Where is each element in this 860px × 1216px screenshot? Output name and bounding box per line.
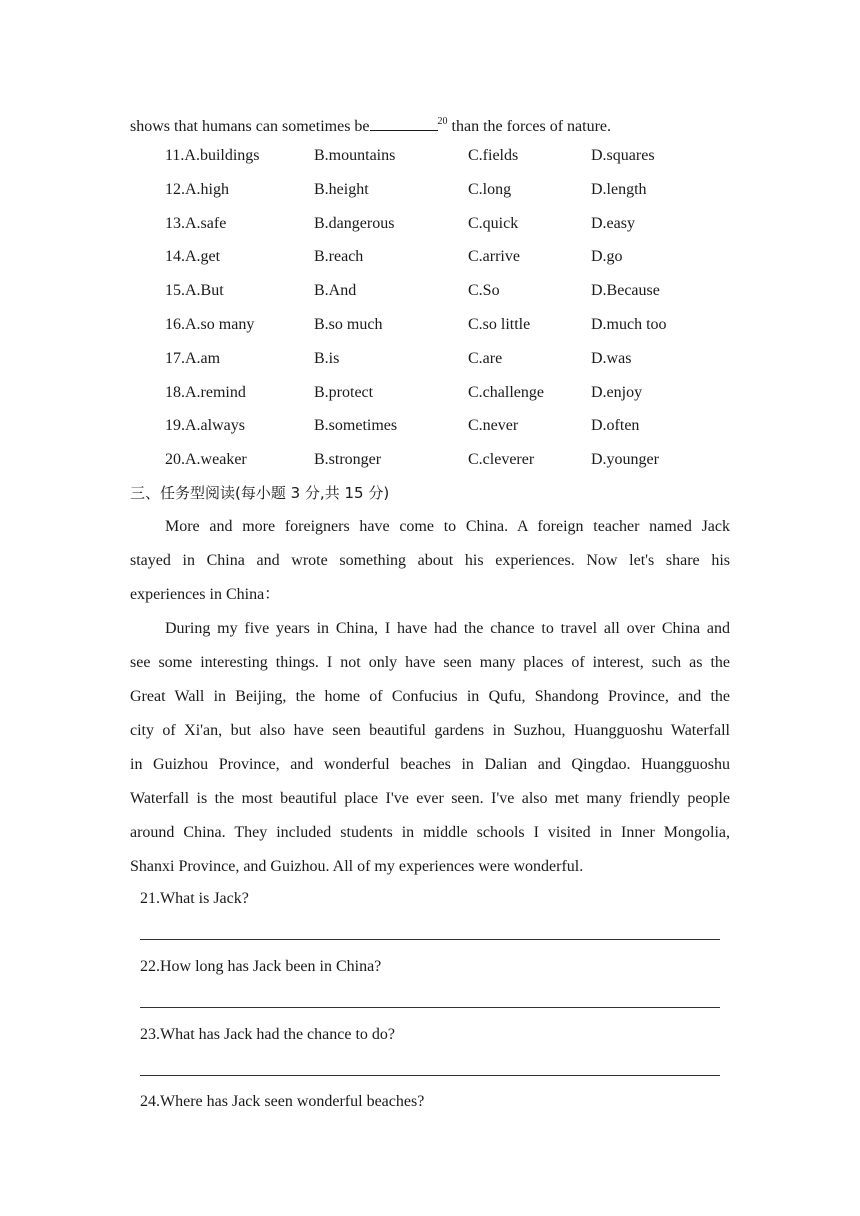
- passage-line: city of Xi'an, but also have seen beautiful gardens in Suzhou, Huangguoshu Waterfall: [130, 722, 730, 739]
- option-12-c: C.long: [468, 180, 512, 198]
- intro-text-before: shows that humans can sometimes be: [130, 118, 370, 135]
- option-20-c: C.cleverer: [468, 451, 535, 469]
- option-17-b: B.is: [314, 349, 340, 367]
- option-12-b: B.height: [314, 180, 369, 198]
- option-17-c: C.are: [468, 349, 503, 367]
- option-15-d: D.Because: [591, 282, 660, 300]
- option-14-c: C.arrive: [468, 248, 520, 266]
- option-14-b: B.reach: [314, 248, 364, 266]
- option-11-d: D.squares: [591, 147, 655, 164]
- answer-line-22[interactable]: [140, 1007, 720, 1008]
- passage-line: experiences in China：: [130, 586, 281, 603]
- option-19-d: D.often: [591, 417, 640, 435]
- option-13-c: C.quick: [468, 214, 519, 232]
- passage-line: stayed in China and wrote something about his experiences. Now let's share his: [130, 552, 730, 569]
- passage-line: around China. They included students in middle schools I visited in Inner Mongolia,: [130, 824, 730, 841]
- option-11-b: B.mountains: [314, 147, 396, 164]
- answer-line-23[interactable]: [140, 1075, 720, 1076]
- passage-intro: [130, 510, 730, 612]
- question-21: 21.What is Jack?: [140, 890, 249, 907]
- question-23: 23.What has Jack had the chance to do?: [140, 1026, 396, 1043]
- option-15-c: C.So: [468, 282, 500, 300]
- section-title: 三、任务型阅读(每小题 3 分,共 15 分): [130, 484, 390, 502]
- passage-body: [130, 612, 730, 884]
- option-13-a: 13.A.safe: [165, 214, 227, 232]
- option-20-a: 20.A.weaker: [165, 451, 247, 469]
- option-16-a: 16.A.so many: [165, 316, 255, 333]
- passage-line: see some interesting things. I not only have seen many places of interest, such as the: [130, 654, 730, 671]
- option-16-b: B.so much: [314, 316, 383, 333]
- passage-line: Great Wall in Beijing, the home of Confucius in Qufu, Shandong Province, and the: [130, 688, 730, 705]
- option-13-d: D.easy: [591, 214, 635, 232]
- option-15-b: B.And: [314, 282, 357, 300]
- passage-line: Shanxi Province, and Guizhou. All of my experiences were wonderful.: [130, 858, 584, 875]
- blank-number: 20: [437, 116, 448, 127]
- question-24: 24.Where has Jack seen wonderful beaches?: [140, 1093, 425, 1110]
- option-19-a: 19.A.always: [165, 417, 245, 435]
- answer-line-21[interactable]: [140, 939, 720, 940]
- option-16-c: C.so little: [468, 316, 531, 333]
- option-14-a: 14.A.get: [165, 248, 221, 266]
- option-20-b: B.stronger: [314, 451, 382, 469]
- passage-line: in Guizhou Province, and wonderful beaches in Dalian and Qingdao. Huangguoshu: [130, 756, 730, 773]
- option-19-b: B.sometimes: [314, 417, 398, 435]
- question-22: 22.How long has Jack been in China?: [140, 958, 382, 975]
- option-19-c: C.never: [468, 417, 519, 435]
- blank-20: [370, 116, 438, 131]
- option-18-d: D.enjoy: [591, 383, 643, 401]
- option-15-a: 15.A.But: [165, 282, 224, 300]
- option-18-c: C.challenge: [468, 383, 544, 401]
- option-17-d: D.was: [591, 349, 632, 367]
- option-20-d: D.younger: [591, 451, 659, 469]
- option-11-c: C.fields: [468, 147, 519, 164]
- option-18-a: 18.A.remind: [165, 383, 246, 401]
- passage-line: During my five years in China, I have had the chance to travel all over China and: [165, 620, 730, 637]
- option-18-b: B.protect: [314, 383, 374, 401]
- passage-line: More and more foreigners have come to China. A foreign teacher named Jack: [165, 518, 730, 535]
- option-17-a: 17.A.am: [165, 349, 221, 367]
- option-14-d: D.go: [591, 248, 623, 266]
- option-16-d: D.much too: [591, 316, 667, 333]
- option-11-a: 11.A.buildings: [165, 147, 260, 164]
- passage-line: Waterfall is the most beautiful place I've ever seen. I've also met many friendly people: [130, 790, 730, 807]
- intro-text-after: than the forces of nature.: [447, 118, 611, 135]
- option-12-a: 12.A.high: [165, 180, 229, 198]
- option-12-d: D.length: [591, 180, 647, 198]
- option-13-b: B.dangerous: [314, 214, 395, 232]
